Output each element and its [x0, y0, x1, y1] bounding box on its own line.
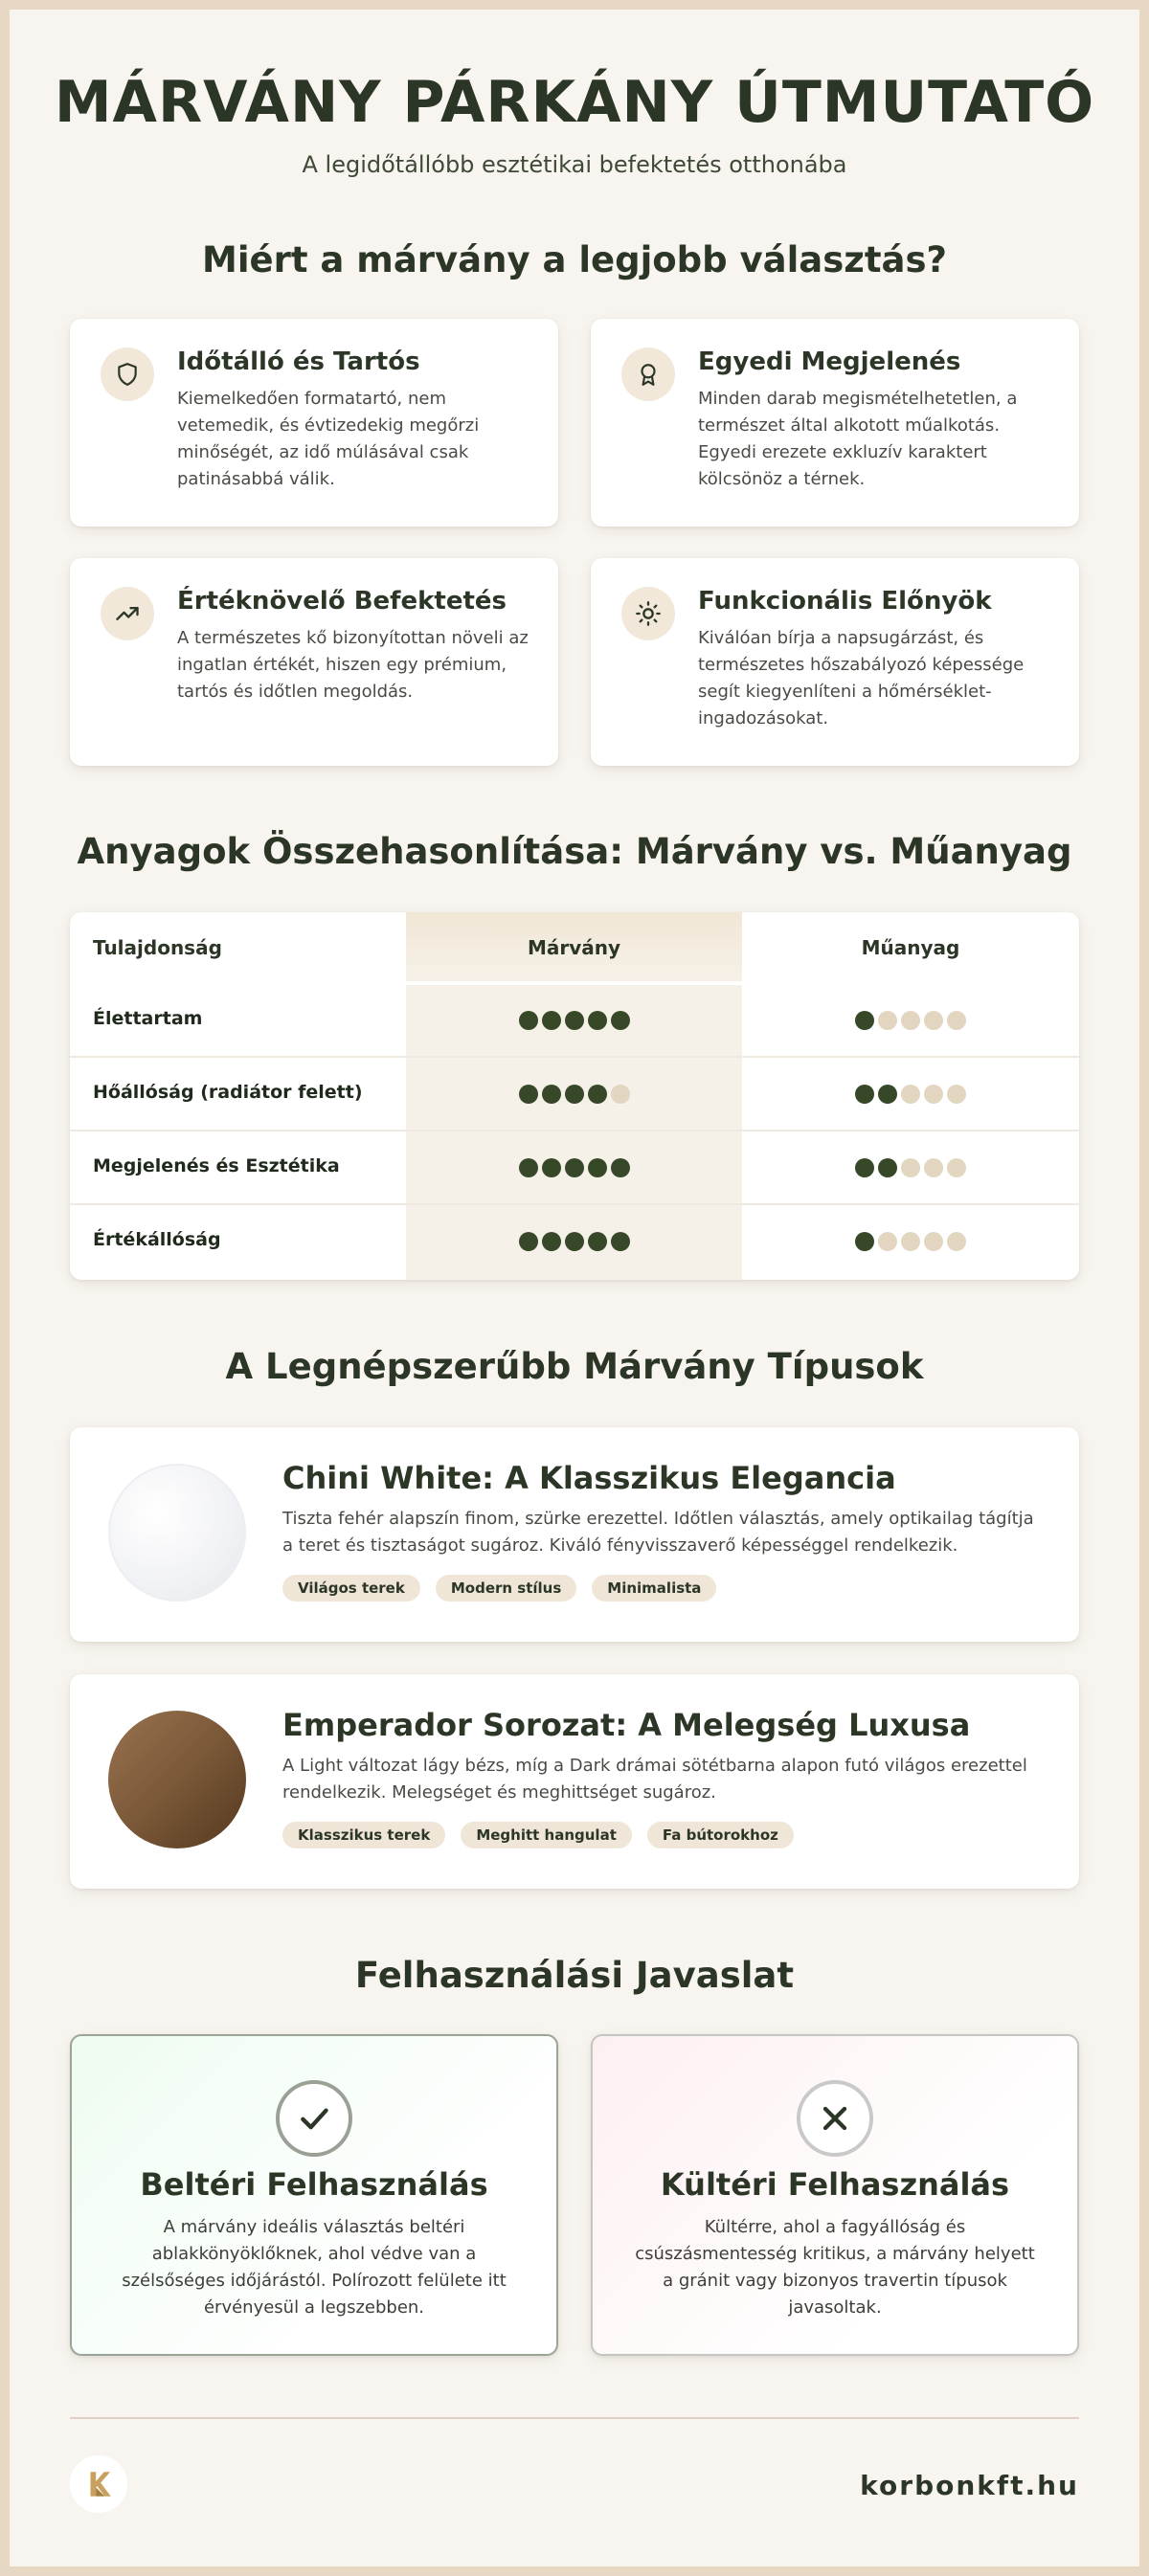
indoor-usage-card [70, 2034, 558, 2356]
header-plastic: Műanyag [861, 936, 960, 959]
outdoor-title: Kültéri Felhasználás [660, 2166, 1010, 2203]
rating-dot-empty [947, 1085, 966, 1104]
rating-dot-filled [855, 1085, 874, 1104]
feature-title: Időtálló és Tartós [177, 347, 420, 376]
footer-divider [70, 2417, 1079, 2419]
tag: Klasszikus terek [282, 1822, 445, 1848]
rating-dot-filled [565, 1158, 584, 1177]
check-icon [276, 2080, 352, 2157]
types-section-title: A Legnépszerűbb Márvány Típusok [225, 1346, 924, 1387]
sun-icon [621, 587, 675, 640]
plastic-rating-appearance [855, 1158, 966, 1177]
website-link[interactable]: korbonkft.hu [860, 2470, 1079, 2501]
marble-type-title: Emperador Sorozat: A Melegség Luxusa [282, 1707, 971, 1743]
row-divider [70, 1130, 1079, 1131]
rating-dot-filled [588, 1085, 607, 1104]
why-section-title: Miért a márvány a legjobb választás? [202, 239, 947, 280]
rating-dot-empty [901, 1158, 920, 1177]
marble-rating-lifespan [519, 1011, 630, 1030]
plastic-rating-value [855, 1232, 966, 1251]
usage-section-title: Felhasználási Javaslat [354, 1955, 795, 1996]
marble-type-card-emperador [70, 1674, 1079, 1889]
plastic-rating-lifespan [855, 1011, 966, 1030]
rating-dot-filled [878, 1158, 897, 1177]
marble-type-card-chini [70, 1427, 1079, 1642]
feature-title: Értéknövelő Befektetés [177, 587, 507, 616]
indoor-text: A márvány ideális választás beltéri ablakkönyöklőknek, ahol védve van a szélsőséges időjárástól. Polírozott felülete itt érvényesül a legszebben. [122, 2217, 507, 2318]
rating-dot-filled [519, 1232, 538, 1251]
marble-rating-value [519, 1232, 630, 1251]
feature-card-investment [70, 558, 558, 766]
row-label-heat: Hőállóság (radiátor felett) [93, 1082, 363, 1103]
tag: Meghitt hangulat [461, 1822, 632, 1848]
marble-rating-appearance [519, 1158, 630, 1177]
rating-dot-empty [878, 1232, 897, 1251]
rating-dot-filled [588, 1158, 607, 1177]
rating-dot-filled [565, 1085, 584, 1104]
rating-dot-empty [947, 1232, 966, 1251]
feature-card-durable [70, 319, 558, 526]
marble-type-title: Chini White: A Klasszikus Elegancia [282, 1460, 896, 1496]
rating-dot-empty [947, 1011, 966, 1030]
rating-dot-filled [542, 1158, 561, 1177]
rating-dot-filled [588, 1232, 607, 1251]
row-label-lifespan: Élettartam [93, 1008, 203, 1029]
rating-dot-filled [878, 1085, 897, 1104]
rating-dot-empty [611, 1085, 630, 1104]
rating-dot-empty [924, 1085, 943, 1104]
rating-dot-filled [565, 1232, 584, 1251]
tag: Minimalista [592, 1575, 716, 1602]
row-divider [70, 1056, 1079, 1058]
rating-dot-filled [588, 1011, 607, 1030]
rating-dot-filled [611, 1232, 630, 1251]
marble-type-text: Tiszta fehér alapszín finom, szürke erezettel. Időtlen választás, amely optikailag tágítja a teret és tisztaságot sugároz. Kiváló fényvisszaverő képességgel rendelkezik. [282, 1509, 1034, 1556]
feature-text: A természetes kő bizonyítottan növeli az ingatlan értékét, hiszen egy prémium, tartós és időtlen megoldás. [177, 628, 529, 702]
rating-dot-filled [611, 1158, 630, 1177]
tag: Fa bútorokhoz [647, 1822, 794, 1848]
header-property: Tulajdonság [93, 936, 222, 959]
company-logo[interactable] [70, 2455, 127, 2513]
white-marble-swatch [108, 1464, 246, 1602]
rating-dot-empty [924, 1232, 943, 1251]
close-icon [797, 2080, 873, 2157]
page-subtitle: A legidőtállóbb esztétikai befektetés otthonába [302, 151, 847, 178]
tag-list [282, 1822, 794, 1848]
rating-dot-filled [519, 1011, 538, 1030]
outdoor-text: Kültérre, ahol a fagyállóság és csúszásmentesség kritikus, a márvány helyett a gránit vagy bizonyos travertin típusok javasoltak. [635, 2217, 1035, 2318]
tag-list [282, 1575, 716, 1602]
rating-dot-empty [901, 1011, 920, 1030]
rating-dot-filled [855, 1011, 874, 1030]
feature-text: Kiemelkedően formatartó, nem vetemedik, és évtizedekig megőrzi minőségét, az idő múlásával csak patinásabbá válik. [177, 389, 480, 489]
k-logo-icon [82, 2468, 115, 2500]
marble-type-text: A Light változat lágy bézs, míg a Dark drámai sötétbarna alapon futó világos erezettel rendelkezik. Melegséget és meghittséget sugároz. [282, 1756, 1027, 1803]
outdoor-usage-card [591, 2034, 1079, 2356]
feature-text: Minden darab megismételhetetlen, a természet által alkotott műalkotás. Egyedi erezete exkluzív karaktert kölcsönöz a térnek. [698, 389, 1018, 489]
header-marble: Márvány [527, 936, 621, 959]
feature-title: Funkcionális Előnyök [698, 587, 992, 616]
trending-up-icon [101, 587, 154, 640]
rating-dot-empty [924, 1011, 943, 1030]
rating-dot-filled [542, 1232, 561, 1251]
feature-title: Egyedi Megjelenés [698, 347, 961, 376]
rating-dot-empty [947, 1158, 966, 1177]
rating-dot-empty [901, 1085, 920, 1104]
page-frame [10, 10, 1139, 2566]
rating-dot-filled [519, 1158, 538, 1177]
row-label-appearance: Megjelenés és Esztétika [93, 1155, 340, 1176]
rating-dot-filled [542, 1011, 561, 1030]
rating-dot-filled [611, 1011, 630, 1030]
feature-text: Kiválóan bírja a napsugárzást, és természetes hőszabályozó képessége segít kiegyenlíteni a hőmérséklet-ingadozásokat. [698, 628, 1025, 728]
brown-marble-swatch [108, 1711, 246, 1848]
award-icon [621, 347, 675, 401]
comparison-table [70, 912, 1079, 1280]
rating-dot-filled [855, 1232, 874, 1251]
indoor-title: Beltéri Felhasználás [140, 2166, 488, 2203]
rating-dot-filled [565, 1011, 584, 1030]
rating-dot-empty [924, 1158, 943, 1177]
header-divider [70, 981, 1079, 985]
page-title: MÁRVÁNY PÁRKÁNY ÚTMUTATÓ [54, 69, 1095, 136]
rating-dot-filled [855, 1158, 874, 1177]
tag: Világos terek [282, 1575, 420, 1602]
rating-dot-empty [901, 1232, 920, 1251]
marble-rating-heat [519, 1085, 630, 1104]
feature-card-functional [591, 558, 1079, 766]
row-label-value: Értékállóság [93, 1229, 221, 1250]
rating-dot-filled [542, 1085, 561, 1104]
shield-icon [101, 347, 154, 401]
rating-dot-empty [878, 1011, 897, 1030]
tag: Modern stílus [436, 1575, 576, 1602]
rating-dot-filled [519, 1085, 538, 1104]
feature-card-unique [591, 319, 1079, 526]
comparison-section-title: Anyagok Összehasonlítása: Márvány vs. Műanyag [77, 831, 1072, 872]
plastic-rating-heat [855, 1085, 966, 1104]
row-divider [70, 1203, 1079, 1205]
